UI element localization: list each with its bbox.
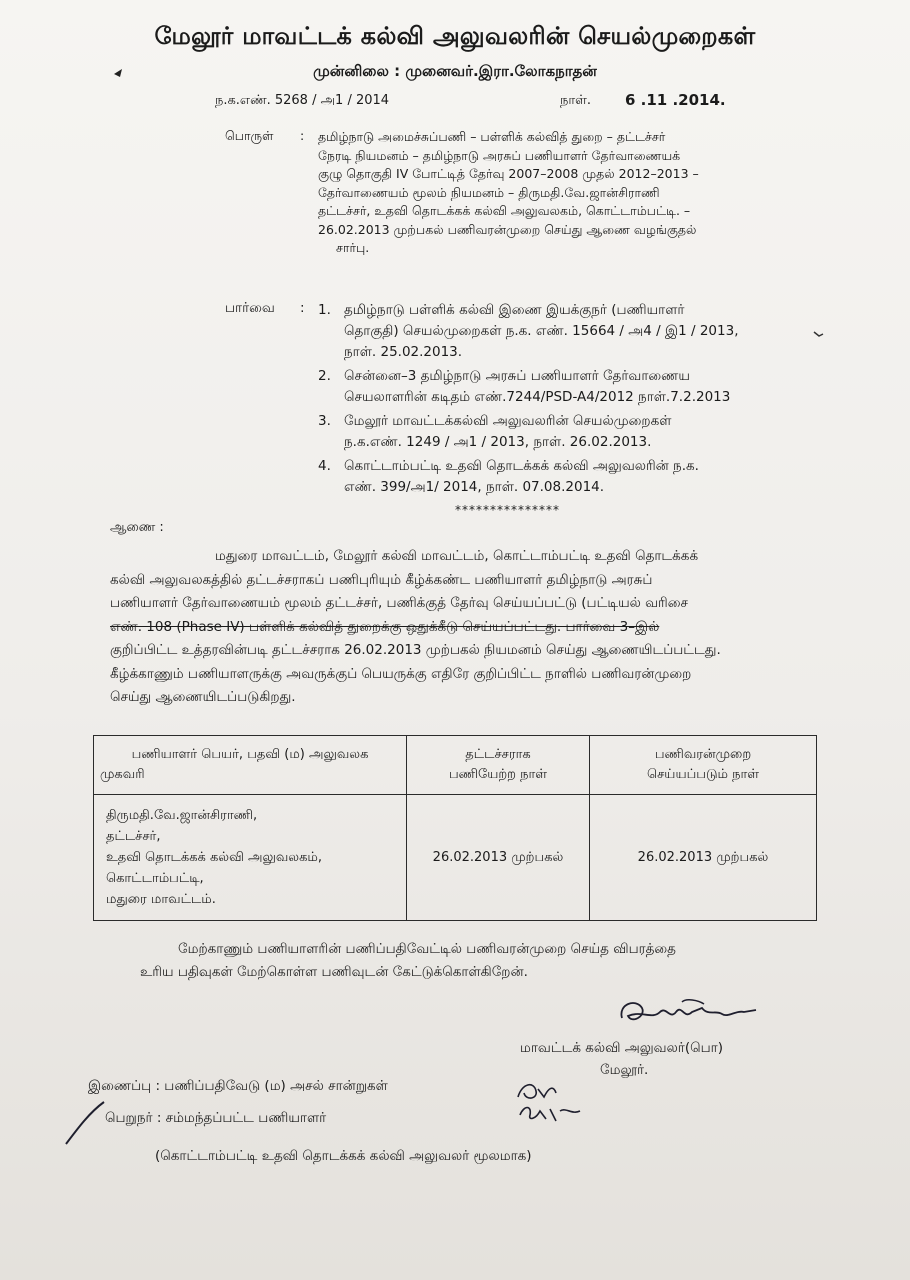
date-label: நாள். bbox=[560, 93, 591, 108]
subject-line: 26.02.2013 முற்பகல் பணிவரன்முறை செய்து ஆணை வழங்குதல் bbox=[318, 221, 697, 237]
initials-signature bbox=[510, 1075, 590, 1127]
regularisation-date-cell: 26.02.2013 முற்பகல் bbox=[590, 795, 817, 921]
officer-designation: மாவட்டக் கல்வி அலுவலர்(பொ) bbox=[520, 1040, 723, 1056]
order-line: பணியாளர் தேர்வாணையம் மூலம் தட்டச்சர், பணிக்குத் தேர்வு செய்யப்பட்டு (பட்டியல் வரிசை bbox=[110, 595, 689, 611]
reference-line: கொட்டாம்பட்டி உதவி தொடக்கக் கல்வி அலுவலரின் ந.க. bbox=[344, 458, 699, 474]
reference-line: தமிழ்நாடு பள்ளிக் கல்வி இணை இயக்குநர் (பணியாளர் bbox=[344, 302, 685, 318]
order-label: ஆணை : bbox=[110, 520, 164, 535]
via-line: (கொட்டாம்பட்டி உதவி தொடக்கக் கல்வி அலுவலர் மூலமாக) bbox=[155, 1148, 532, 1164]
reference-item bbox=[318, 366, 798, 408]
subject-line: தமிழ்நாடு அமைச்சுப்பணி – பள்ளிக் கல்வித் துறை – தட்டச்சர் bbox=[318, 129, 666, 144]
joining-date-cell: 26.02.2013 முற்பகல் bbox=[407, 795, 590, 921]
officer-place: மேலூர். bbox=[600, 1062, 649, 1078]
reference-line: எண். 399/அ1/ 2014, நாள். 07.08.2014. bbox=[344, 479, 605, 495]
subject-text bbox=[318, 128, 788, 258]
reference-item bbox=[318, 300, 798, 363]
references-colon: : bbox=[300, 300, 305, 316]
reference-line: நாள். 25.02.2013. bbox=[344, 344, 463, 360]
date-value: 6 .11 .2014. bbox=[625, 91, 726, 109]
subject-line: குழு தொகுதி IV போட்டித் தேர்வு 2007–2008 முதல் 2012–2013 – bbox=[318, 166, 699, 181]
reference-line: ந.க.எண். 1249 / அ1 / 2013, நாள். 26.02.2013. bbox=[344, 434, 652, 450]
subject-line: நேரடி நியமனம் – தமிழ்நாடு அரசுப் பணியாளர் தேர்வாணையக் bbox=[318, 147, 681, 163]
separator-stars: *************** bbox=[455, 503, 560, 517]
employee-table bbox=[93, 735, 817, 921]
reference-number-2: 2. bbox=[318, 368, 331, 384]
reference-number-3: 3. bbox=[318, 413, 331, 429]
reference-line: தொகுதி) செயல்முறைகள் ந.க. எண். 15664 / அ4 / இ1 / 2013, bbox=[344, 323, 739, 339]
header-joining-date: தட்டச்சராக பணியேற்ற நாள் bbox=[407, 736, 590, 795]
ink-dot-mark bbox=[112, 66, 126, 80]
order-line-struck: எண். 108 (Phase IV) பள்ளிக் கல்வித் துறைக்கு ஒதுக்கீடு செய்யப்பட்டது. பார்வை 3–இல் bbox=[110, 618, 660, 635]
order-line: மதுரை மாவட்டம், மேலூர் கல்வி மாவட்டம், கொட்டாம்பட்டி உதவி தொடக்கக் bbox=[215, 548, 699, 564]
header-regularisation-date: பணிவரன்முறை செய்யப்படும் நாள் bbox=[590, 736, 817, 795]
reference-number-1: 1. bbox=[318, 302, 331, 318]
subject-colon: : bbox=[300, 128, 305, 143]
presence-line: முன்னிலை : முனைவர்.இரா.லோகநாதன் bbox=[313, 62, 597, 80]
references-label: பார்வை bbox=[225, 300, 275, 316]
references-list bbox=[318, 300, 798, 501]
reference-item bbox=[318, 456, 798, 498]
reference-number-4: 4. bbox=[318, 458, 331, 474]
handwritten-stroke-mark bbox=[60, 1098, 110, 1148]
order-line: செய்து ஆணையிடப்படுகிறது. bbox=[110, 689, 296, 705]
recipient-line: பெறுநர் : சம்மந்தப்பட்ட பணியாளர் bbox=[105, 1110, 327, 1126]
order-line: குறிப்பிட்ட உத்தரவின்படி தட்டச்சராக 26.02.2013 முற்பகல் நியமனம் செய்து ஆணையிடப்பட்டது. bbox=[110, 642, 721, 658]
order-line: கீழ்க்காணும் பணியாளருக்கு அவருக்குப் பெயருக்கு எதிரே குறிப்பிட்ட நாளில் பணிவரன்முறை bbox=[110, 665, 692, 682]
closing-paragraph bbox=[140, 938, 780, 984]
order-body bbox=[110, 545, 775, 710]
enclosure-line: இணைப்பு : பணிப்பதிவேடு (ம) அசல் சான்றுகள் bbox=[88, 1078, 388, 1094]
letter-title: மேலூர் மாவட்டக் கல்வி அலுவலரின் செயல்முறைகள் bbox=[154, 22, 756, 50]
employee-details: திருமதி.வே.ஜான்சிராணி, தட்டச்சர், உதவி தொடக்கக் கல்வி அலுவலகம், கொட்டாம்பட்டி, மதுரை மாவட்டம். bbox=[94, 795, 407, 921]
subject-label: பொருள் bbox=[225, 128, 274, 143]
tick-mark bbox=[812, 328, 826, 340]
header-employee: பணியாளர் பெயர், பதவி (ம) அலுவலக முகவரி bbox=[94, 736, 407, 795]
reference-item bbox=[318, 411, 798, 453]
subject-line: தேர்வாணையம் மூலம் நியமனம் – திருமதி.வே.ஜான்சிராணி bbox=[318, 184, 660, 200]
officer-signature bbox=[612, 990, 762, 1040]
table-header-row bbox=[94, 736, 817, 795]
table-row bbox=[94, 795, 817, 921]
subject-line: தட்டச்சர், உதவி தொடக்கக் கல்வி அலுவலகம், கொட்டாம்பட்டி. – bbox=[318, 203, 691, 218]
reference-line: செயலாளரின் கடிதம் எண்.7244/PSD-A4/2012 நாள்.7.2.2013 bbox=[344, 389, 731, 405]
subject-line: சார்பு. bbox=[336, 240, 370, 255]
reference-number: ந.க.எண். 5268 / அ1 / 2014 bbox=[215, 93, 390, 108]
closing-line: உரிய பதிவுகள் மேற்கொள்ள பணிவுடன் கேட்டுக்கொள்கிறேன். bbox=[140, 964, 528, 980]
reference-line: சென்னை–3 தமிழ்நாடு அரசுப் பணியாளர் தேர்வாணைய bbox=[344, 368, 690, 384]
closing-line: மேற்காணும் பணியாளரின் பணிப்பதிவேட்டில் பணிவரன்முறை செய்த விபரத்தை bbox=[178, 941, 676, 957]
order-line: கல்வி அலுவலகத்தில் தட்டச்சராகப் பணிபுரியும் கீழ்க்கண்ட பணியாளர் தமிழ்நாடு அரசுப் bbox=[110, 571, 653, 588]
reference-line: மேலூர் மாவட்டக்கல்வி அலுவலரின் செயல்முறைகள் bbox=[344, 413, 672, 429]
